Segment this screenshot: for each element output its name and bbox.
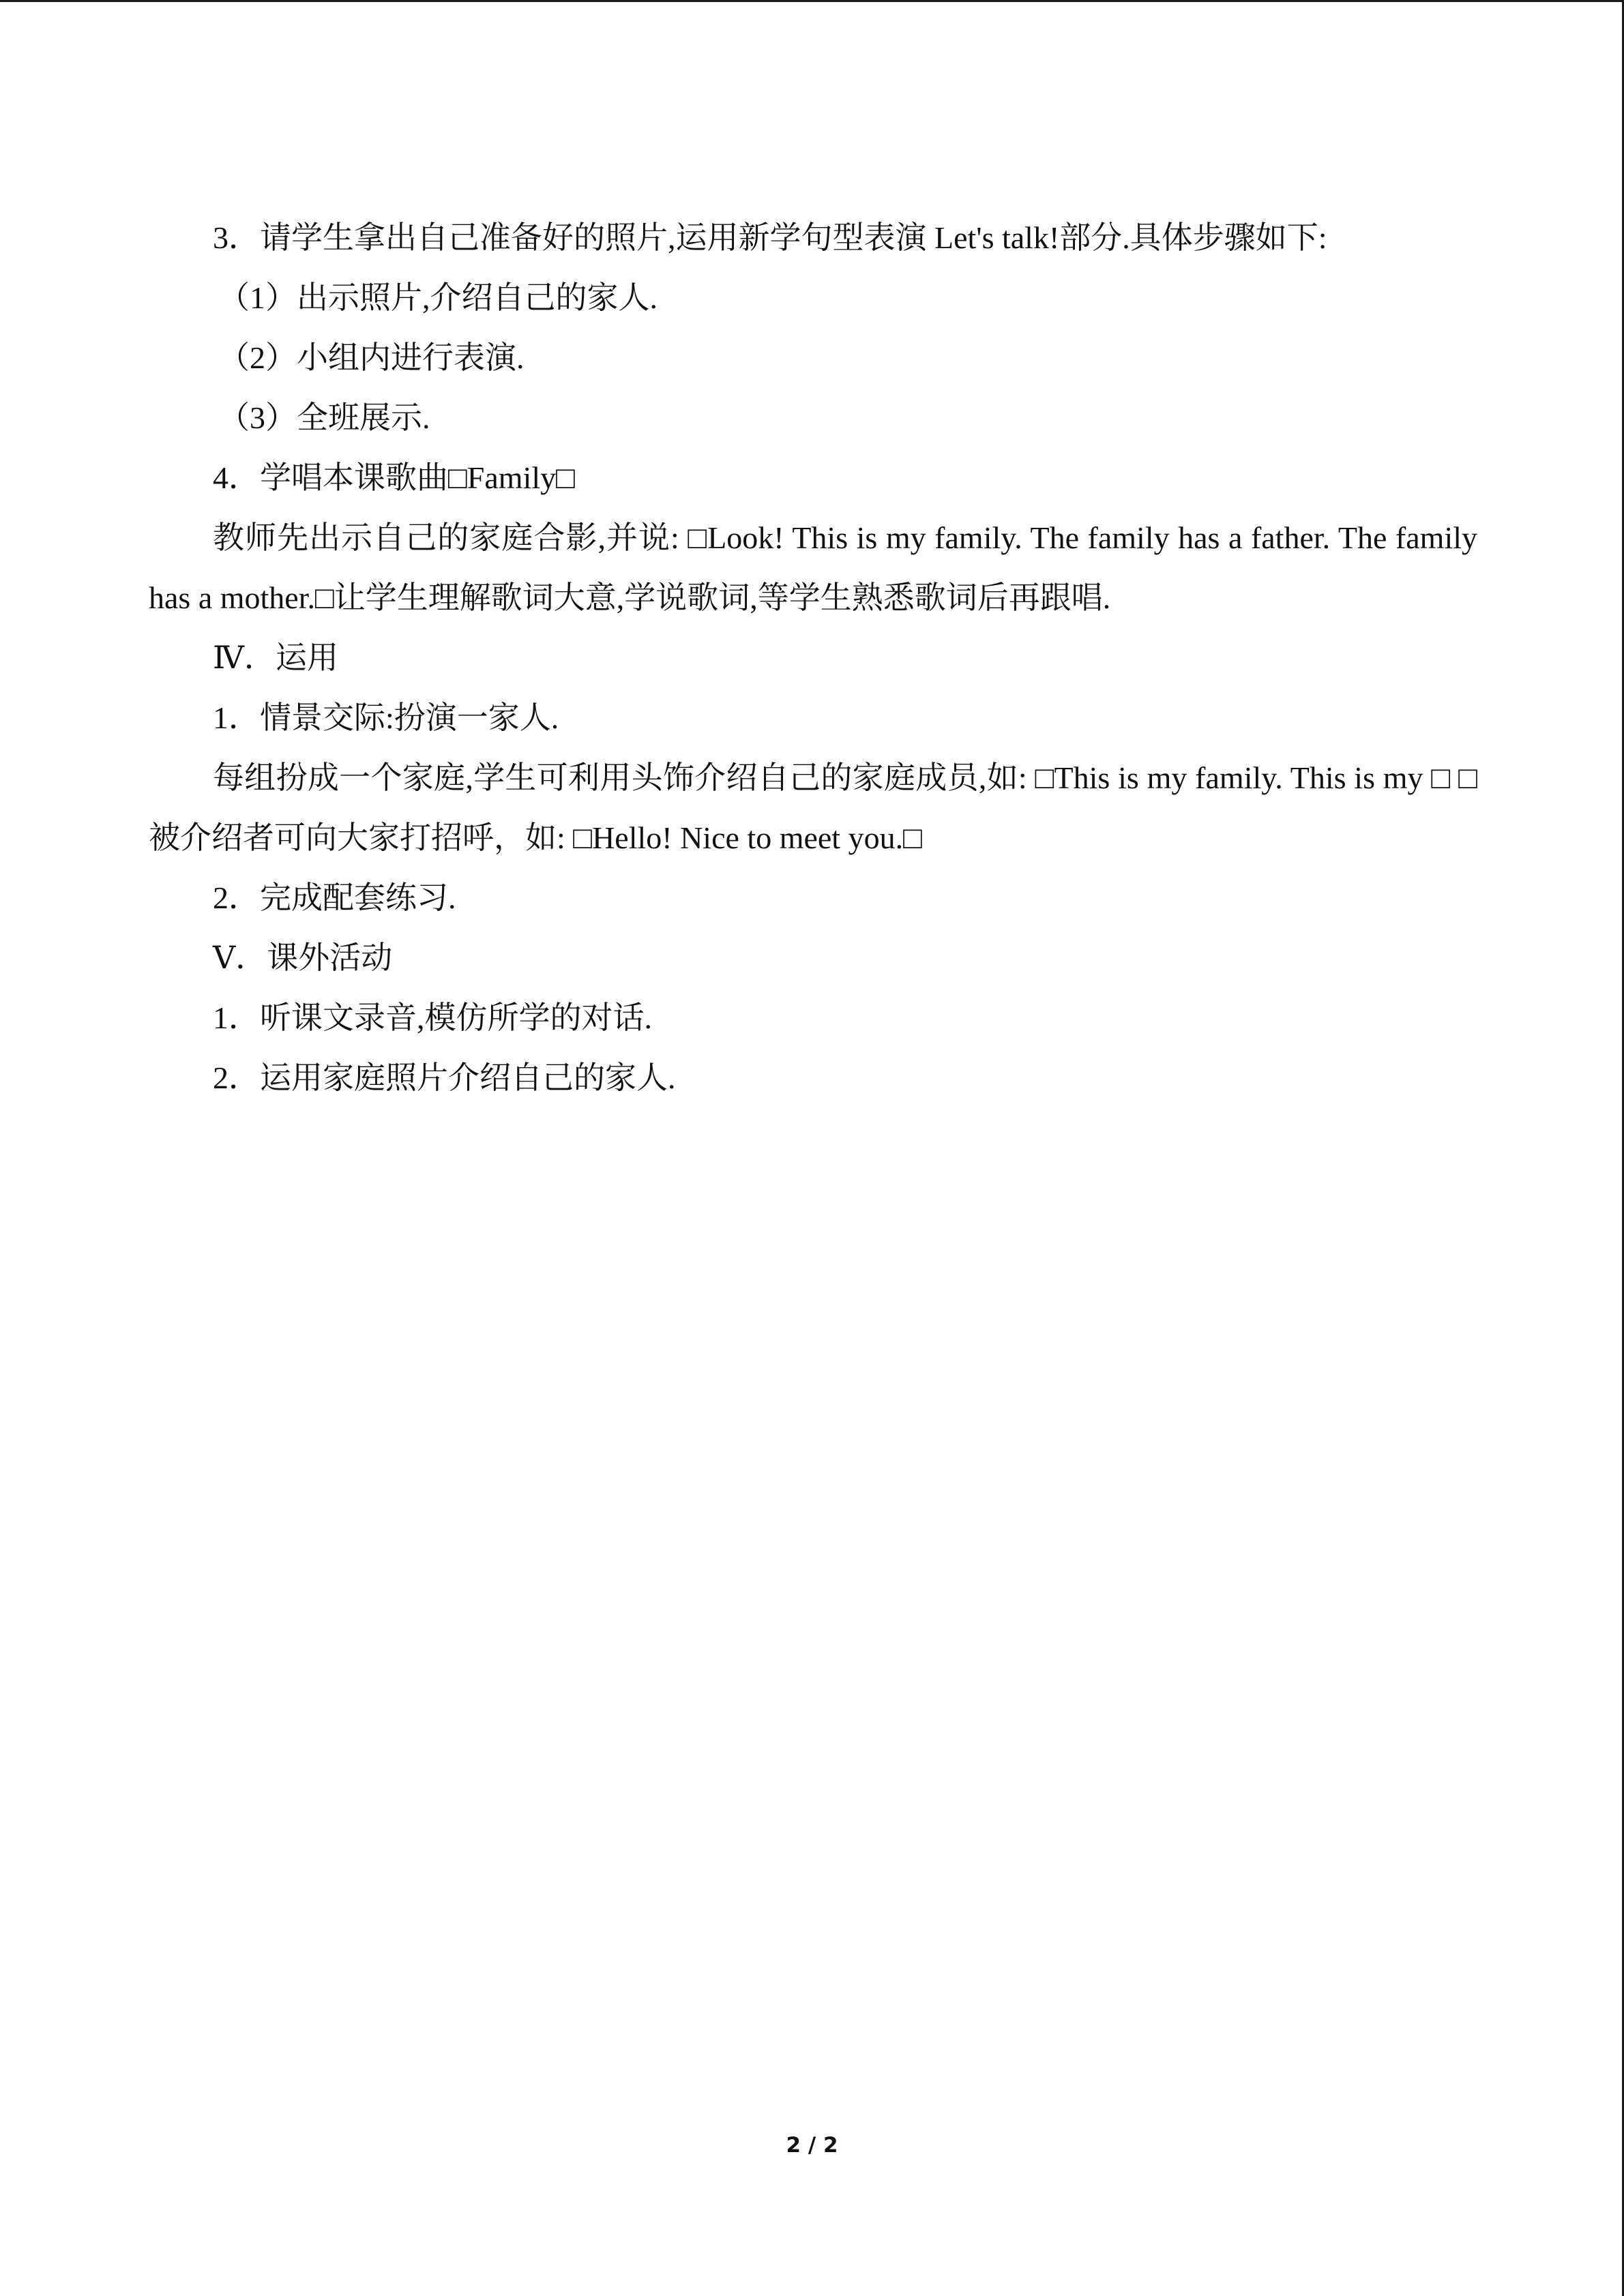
homework-step-2-line: 2．运用家庭照片介绍自己的家人. <box>213 1060 676 1095</box>
section-iv-heading: Ⅳ．运用 <box>213 640 338 675</box>
substep-2-line: （2）小组内进行表演. <box>218 340 525 375</box>
page-number: 2 / 2 <box>786 2133 838 2158</box>
homework-step-1-line: 1．听课文录音,模仿所学的对话. <box>213 1000 652 1035</box>
substep-1-line: （1）出示照片,介绍自己的家人. <box>218 280 658 315</box>
application-step-2-line: 2．完成配套练习. <box>213 880 456 915</box>
roleplay-paragraph: 每组扮成一个家庭,学生可利用头饰介绍自己的家庭成员,如: □This is my family. This is my □ □被介绍者可向大家打招呼，如: □Hello! Nice to meet you.□ <box>149 760 1477 855</box>
step-4-line: 4．学唱本课歌曲□Family□ <box>213 460 575 495</box>
substep-3-line: （3）全班展示. <box>218 400 430 435</box>
document-body <box>149 208 1477 1108</box>
song-paragraph: 教师先出示自己的家庭合影,并说: □Look! This is my family. The family has a father. The family has a mother.□让学生理解歌词大意,学说歌词,等学生熟悉歌词后再跟唱. <box>149 520 1477 615</box>
section-v-heading: Ⅴ．课外活动 <box>213 940 393 975</box>
step-3-line: 3．请学生拿出自己准备好的照片,运用新学句型表演 Let's talk!部分.具体步骤如下: <box>213 220 1327 255</box>
application-step-1-line: 1．情景交际:扮演一家人. <box>213 700 559 735</box>
page-border-top <box>0 0 1624 2</box>
